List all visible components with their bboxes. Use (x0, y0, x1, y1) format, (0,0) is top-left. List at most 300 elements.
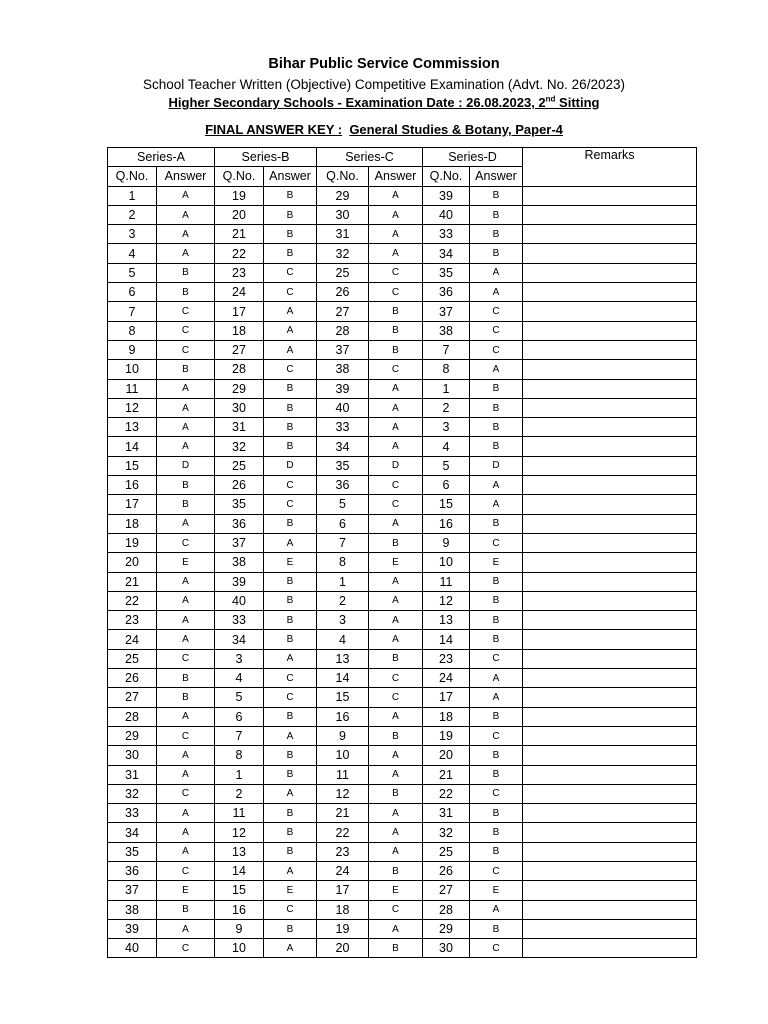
remarks-cell (523, 746, 697, 765)
qno-a-cell: 40 (108, 939, 157, 958)
qno-d-cell: 16 (423, 514, 470, 533)
table-row (108, 456, 697, 475)
qno-a-cell: 36 (108, 861, 157, 880)
answer-b-cell: A (264, 302, 317, 321)
answer-b-cell: A (264, 533, 317, 552)
table-row (108, 379, 697, 398)
answer-b-cell: B (264, 398, 317, 417)
qno-a-cell: 3 (108, 225, 157, 244)
table-row (108, 842, 697, 861)
answer-c-cell: B (369, 784, 423, 803)
series-header-row (108, 148, 697, 167)
answer-d-cell: B (470, 186, 523, 205)
answer-c-cell: A (369, 437, 423, 456)
qno-a-cell: 21 (108, 572, 157, 591)
qno-b-cell: 35 (215, 495, 264, 514)
answer-a-cell: A (157, 804, 215, 823)
answer-d-cell: A (470, 495, 523, 514)
answer-a-cell: B (157, 900, 215, 919)
remarks-cell (523, 881, 697, 900)
answer-a-cell: B (157, 283, 215, 302)
qno-c-cell: 28 (317, 321, 369, 340)
qno-b-cell: 21 (215, 225, 264, 244)
qno-b-cell: 4 (215, 669, 264, 688)
qno-c-cell: 1 (317, 572, 369, 591)
qno-c-cell: 16 (317, 707, 369, 726)
answer-c-cell: C (369, 495, 423, 514)
remarks-cell (523, 842, 697, 861)
answer-d-cell: A (470, 360, 523, 379)
table-row (108, 553, 697, 572)
qno-b-cell: 20 (215, 205, 264, 224)
answer-c-cell: A (369, 186, 423, 205)
answer-c-cell: C (369, 688, 423, 707)
qno-a-cell: 29 (108, 726, 157, 745)
answer-key-heading (0, 122, 768, 137)
qno-c-cell: 13 (317, 649, 369, 668)
answer-b-cell: A (264, 726, 317, 745)
answer-a-cell: A (157, 225, 215, 244)
qno-c-cell: 32 (317, 244, 369, 263)
answer-b-cell: B (264, 244, 317, 263)
answer-a-cell: C (157, 939, 215, 958)
qno-b-cell: 14 (215, 861, 264, 880)
remarks-cell (523, 939, 697, 958)
remarks-cell (523, 360, 697, 379)
qno-b-cell: 25 (215, 456, 264, 475)
qno-b-cell: 31 (215, 418, 264, 437)
answer-a-cell: A (157, 186, 215, 205)
qno-c-cell: 7 (317, 533, 369, 552)
answer-b-cell: B (264, 611, 317, 630)
qno-c-cell: 5 (317, 495, 369, 514)
answer-d-cell: C (470, 302, 523, 321)
answer-c-cell: A (369, 572, 423, 591)
remarks-cell (523, 321, 697, 340)
qno-d-cell: 31 (423, 804, 470, 823)
qno-a-cell: 2 (108, 205, 157, 224)
answer-b-cell: B (264, 804, 317, 823)
qno-b-cell: 13 (215, 842, 264, 861)
qno-header-a: Q.No. (108, 167, 157, 186)
qno-d-cell: 36 (423, 283, 470, 302)
answer-b-cell: C (264, 900, 317, 919)
remarks-cell (523, 186, 697, 205)
qno-c-cell: 24 (317, 861, 369, 880)
qno-a-cell: 32 (108, 784, 157, 803)
remarks-cell (523, 514, 697, 533)
qno-a-cell: 35 (108, 842, 157, 861)
qno-c-cell: 3 (317, 611, 369, 630)
answer-c-cell: A (369, 379, 423, 398)
qno-d-cell: 15 (423, 495, 470, 514)
answer-a-cell: A (157, 437, 215, 456)
qno-b-cell: 19 (215, 186, 264, 205)
qno-a-cell: 34 (108, 823, 157, 842)
answer-a-cell: A (157, 707, 215, 726)
qno-a-cell: 4 (108, 244, 157, 263)
qno-b-cell: 29 (215, 379, 264, 398)
answer-d-cell: B (470, 225, 523, 244)
qno-d-cell: 23 (423, 649, 470, 668)
remarks-cell (523, 340, 697, 359)
qno-c-cell: 34 (317, 437, 369, 456)
qno-b-cell: 26 (215, 476, 264, 495)
remarks-cell (523, 456, 697, 475)
qno-c-cell: 35 (317, 456, 369, 475)
answer-a-cell: A (157, 244, 215, 263)
remarks-cell (523, 418, 697, 437)
series-b-header: Series-B (215, 148, 317, 167)
qno-b-cell: 11 (215, 804, 264, 823)
qno-b-cell: 39 (215, 572, 264, 591)
answer-d-cell: A (470, 476, 523, 495)
answer-b-cell: B (264, 572, 317, 591)
answer-a-cell: C (157, 726, 215, 745)
exam-date-text: Higher Secondary Schools - Examination Date : 26.08.2023, 2 (168, 95, 546, 110)
answer-c-cell: A (369, 205, 423, 224)
table-row (108, 321, 697, 340)
answer-d-cell: B (470, 572, 523, 591)
table-row (108, 861, 697, 880)
answer-d-cell: A (470, 900, 523, 919)
answer-b-cell: B (264, 707, 317, 726)
qno-a-cell: 39 (108, 919, 157, 938)
table-row (108, 900, 697, 919)
answer-b-cell: B (264, 630, 317, 649)
table-row (108, 514, 697, 533)
qno-d-cell: 40 (423, 205, 470, 224)
qno-c-cell: 10 (317, 746, 369, 765)
qno-a-cell: 10 (108, 360, 157, 379)
answer-c-cell: B (369, 321, 423, 340)
answer-d-cell: B (470, 591, 523, 610)
answer-b-cell: C (264, 476, 317, 495)
answer-a-cell: B (157, 360, 215, 379)
qno-b-cell: 3 (215, 649, 264, 668)
exam-date-line (0, 95, 768, 110)
remarks-cell (523, 379, 697, 398)
answer-a-cell: E (157, 881, 215, 900)
qno-a-cell: 27 (108, 688, 157, 707)
remarks-cell (523, 205, 697, 224)
answer-d-cell: B (470, 205, 523, 224)
qno-d-cell: 30 (423, 939, 470, 958)
qno-c-cell: 30 (317, 205, 369, 224)
remarks-cell (523, 919, 697, 938)
series-d-header: Series-D (423, 148, 523, 167)
answer-d-cell: B (470, 398, 523, 417)
qno-d-cell: 1 (423, 379, 470, 398)
qno-d-cell: 6 (423, 476, 470, 495)
answer-d-cell: C (470, 649, 523, 668)
qno-b-cell: 22 (215, 244, 264, 263)
table-row (108, 611, 697, 630)
remarks-cell (523, 225, 697, 244)
answer-b-cell: A (264, 861, 317, 880)
answer-d-cell: B (470, 611, 523, 630)
table-row (108, 437, 697, 456)
qno-c-cell: 21 (317, 804, 369, 823)
table-row (108, 688, 697, 707)
answer-a-cell: A (157, 823, 215, 842)
answer-d-cell: B (470, 746, 523, 765)
qno-a-cell: 19 (108, 533, 157, 552)
qno-a-cell: 37 (108, 881, 157, 900)
qno-d-cell: 28 (423, 900, 470, 919)
answer-c-cell: B (369, 533, 423, 552)
qno-d-cell: 27 (423, 881, 470, 900)
qno-a-cell: 33 (108, 804, 157, 823)
qno-a-cell: 5 (108, 263, 157, 282)
answer-b-cell: B (264, 205, 317, 224)
qno-a-cell: 25 (108, 649, 157, 668)
answer-c-cell: B (369, 340, 423, 359)
answer-b-cell: C (264, 263, 317, 282)
remarks-cell (523, 804, 697, 823)
qno-d-cell: 26 (423, 861, 470, 880)
answer-header-a: Answer (157, 167, 215, 186)
answer-c-cell: A (369, 244, 423, 263)
qno-c-cell: 27 (317, 302, 369, 321)
answer-d-cell: C (470, 340, 523, 359)
answer-b-cell: D (264, 456, 317, 475)
answer-d-cell: B (470, 765, 523, 784)
qno-c-cell: 33 (317, 418, 369, 437)
answer-d-cell: E (470, 553, 523, 572)
qno-a-cell: 17 (108, 495, 157, 514)
answer-b-cell: C (264, 283, 317, 302)
remarks-cell (523, 263, 697, 282)
answer-a-cell: C (157, 340, 215, 359)
remarks-cell (523, 572, 697, 591)
table-row (108, 784, 697, 803)
answer-b-cell: E (264, 881, 317, 900)
answer-a-cell: A (157, 572, 215, 591)
qno-b-cell: 24 (215, 283, 264, 302)
qno-a-cell: 12 (108, 398, 157, 417)
answer-d-cell: B (470, 919, 523, 938)
answer-c-cell: B (369, 861, 423, 880)
qno-d-cell: 22 (423, 784, 470, 803)
qno-d-cell: 17 (423, 688, 470, 707)
qno-b-cell: 38 (215, 553, 264, 572)
table-row (108, 726, 697, 745)
table-row (108, 205, 697, 224)
table-row (108, 707, 697, 726)
answer-d-cell: B (470, 514, 523, 533)
answer-a-cell: A (157, 630, 215, 649)
qno-d-cell: 19 (423, 726, 470, 745)
answer-c-cell: C (369, 669, 423, 688)
qno-d-cell: 33 (423, 225, 470, 244)
qno-a-cell: 8 (108, 321, 157, 340)
qno-b-cell: 7 (215, 726, 264, 745)
remarks-cell (523, 630, 697, 649)
table-row (108, 418, 697, 437)
commission-title: Bihar Public Service Commission (268, 56, 500, 72)
answer-a-cell: A (157, 379, 215, 398)
answer-d-cell: C (470, 939, 523, 958)
answer-c-cell: A (369, 765, 423, 784)
answer-a-cell: A (157, 591, 215, 610)
exam-name: School Teacher Written (Objective) Competitive Examination (Advt. No. 26/2023) (143, 77, 625, 92)
qno-a-cell: 31 (108, 765, 157, 784)
answer-b-cell: B (264, 842, 317, 861)
answer-b-cell: B (264, 746, 317, 765)
remarks-cell (523, 861, 697, 880)
table-row (108, 939, 697, 958)
answer-a-cell: A (157, 205, 215, 224)
answer-a-cell: B (157, 476, 215, 495)
qno-a-cell: 6 (108, 283, 157, 302)
qno-d-cell: 12 (423, 591, 470, 610)
qno-d-cell: 38 (423, 321, 470, 340)
qno-c-cell: 23 (317, 842, 369, 861)
qno-b-cell: 36 (215, 514, 264, 533)
table-row (108, 881, 697, 900)
qno-a-cell: 9 (108, 340, 157, 359)
qno-header-b: Q.No. (215, 167, 264, 186)
remarks-cell (523, 688, 697, 707)
answer-b-cell: E (264, 553, 317, 572)
answer-d-cell: B (470, 379, 523, 398)
table-row (108, 649, 697, 668)
answer-b-cell: B (264, 514, 317, 533)
answer-c-cell: A (369, 746, 423, 765)
answer-a-cell: B (157, 495, 215, 514)
answer-c-cell: C (369, 263, 423, 282)
answer-a-cell: C (157, 533, 215, 552)
qno-c-cell: 36 (317, 476, 369, 495)
answer-c-cell: A (369, 591, 423, 610)
answer-a-cell: B (157, 688, 215, 707)
sitting-label: Sitting (555, 95, 600, 110)
qno-b-cell: 37 (215, 533, 264, 552)
answer-c-cell: A (369, 398, 423, 417)
answer-a-cell: C (157, 784, 215, 803)
qno-c-cell: 22 (317, 823, 369, 842)
answer-c-cell: A (369, 514, 423, 533)
answer-d-cell: E (470, 881, 523, 900)
answer-d-cell: A (470, 688, 523, 707)
remarks-cell (523, 669, 697, 688)
sitting-suffix: nd (545, 94, 556, 104)
qno-c-cell: 40 (317, 398, 369, 417)
qno-b-cell: 1 (215, 765, 264, 784)
answer-b-cell: A (264, 649, 317, 668)
answer-c-cell: C (369, 476, 423, 495)
answer-c-cell: A (369, 823, 423, 842)
answer-d-cell: B (470, 244, 523, 263)
answer-d-cell: C (470, 533, 523, 552)
qno-d-cell: 5 (423, 456, 470, 475)
qno-a-cell: 11 (108, 379, 157, 398)
qno-c-cell: 38 (317, 360, 369, 379)
answer-b-cell: A (264, 939, 317, 958)
answer-d-cell: B (470, 823, 523, 842)
qno-b-cell: 32 (215, 437, 264, 456)
answer-b-cell: C (264, 688, 317, 707)
qno-d-cell: 14 (423, 630, 470, 649)
answer-d-cell: B (470, 630, 523, 649)
table-row (108, 495, 697, 514)
answer-a-cell: A (157, 842, 215, 861)
qno-b-cell: 5 (215, 688, 264, 707)
remarks-cell (523, 533, 697, 552)
answer-c-cell: A (369, 842, 423, 861)
table-row (108, 225, 697, 244)
qno-a-cell: 13 (108, 418, 157, 437)
remarks-cell (523, 611, 697, 630)
remarks-cell (523, 398, 697, 417)
answer-b-cell: B (264, 919, 317, 938)
answer-b-cell: A (264, 784, 317, 803)
answer-b-cell: B (264, 823, 317, 842)
answer-a-cell: C (157, 302, 215, 321)
table-row (108, 669, 697, 688)
table-row (108, 823, 697, 842)
qno-a-cell: 20 (108, 553, 157, 572)
answer-a-cell: C (157, 649, 215, 668)
qno-c-cell: 6 (317, 514, 369, 533)
remarks-cell (523, 476, 697, 495)
remarks-header: Remarks (523, 148, 697, 187)
qno-c-cell: 19 (317, 919, 369, 938)
qno-d-cell: 10 (423, 553, 470, 572)
table-row (108, 630, 697, 649)
answer-a-cell: B (157, 669, 215, 688)
answer-c-cell: B (369, 939, 423, 958)
qno-header-d: Q.No. (423, 167, 470, 186)
qno-c-cell: 8 (317, 553, 369, 572)
answer-c-cell: C (369, 283, 423, 302)
qno-d-cell: 37 (423, 302, 470, 321)
answer-d-cell: B (470, 418, 523, 437)
qno-c-cell: 25 (317, 263, 369, 282)
qno-b-cell: 12 (215, 823, 264, 842)
answer-d-cell: C (470, 861, 523, 880)
qno-c-cell: 15 (317, 688, 369, 707)
qno-d-cell: 39 (423, 186, 470, 205)
answer-a-cell: C (157, 861, 215, 880)
answer-d-cell: B (470, 842, 523, 861)
qno-c-cell: 11 (317, 765, 369, 784)
qno-a-cell: 14 (108, 437, 157, 456)
qno-d-cell: 3 (423, 418, 470, 437)
table-row (108, 476, 697, 495)
table-row (108, 340, 697, 359)
answer-c-cell: C (369, 900, 423, 919)
answer-a-cell: A (157, 514, 215, 533)
remarks-cell (523, 726, 697, 745)
answer-d-cell: A (470, 283, 523, 302)
answer-d-cell: A (470, 263, 523, 282)
answer-header-d: Answer (470, 167, 523, 186)
answer-a-cell: D (157, 456, 215, 475)
qno-d-cell: 35 (423, 263, 470, 282)
answer-c-cell: A (369, 630, 423, 649)
table-row (108, 804, 697, 823)
qno-b-cell: 18 (215, 321, 264, 340)
qno-b-cell: 28 (215, 360, 264, 379)
table-row (108, 746, 697, 765)
qno-b-cell: 8 (215, 746, 264, 765)
qno-d-cell: 11 (423, 572, 470, 591)
paper-subject: General Studies & Botany, Paper-4 (349, 122, 563, 137)
remarks-cell (523, 765, 697, 784)
table-row (108, 572, 697, 591)
